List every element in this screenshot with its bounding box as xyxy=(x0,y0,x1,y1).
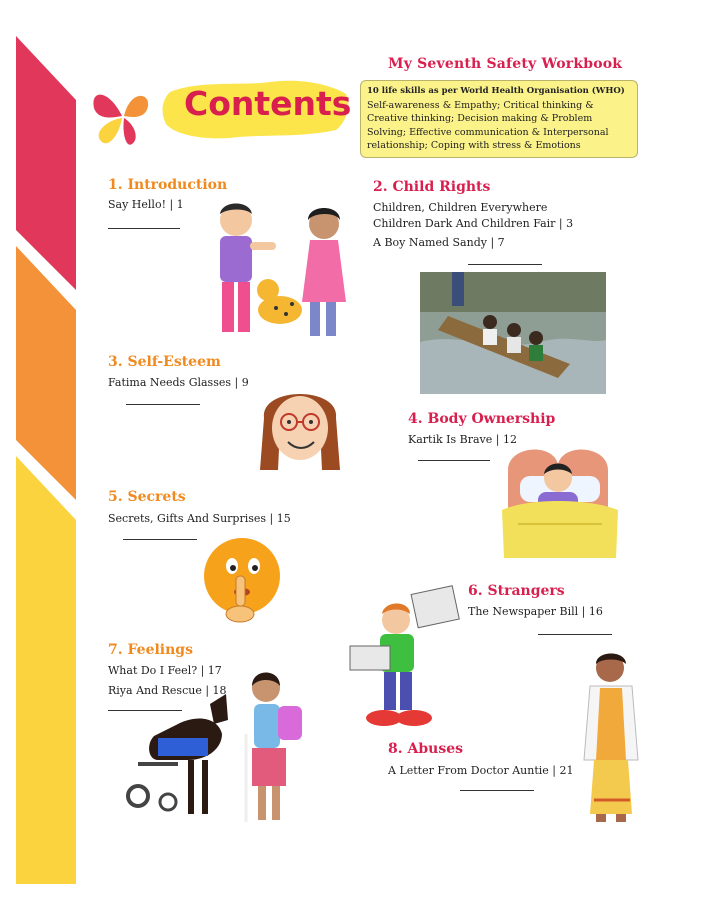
toc-entry[interactable]: The Newspaper Bill | 16 xyxy=(468,605,603,618)
raft-photo xyxy=(420,272,606,394)
doctor-auntie-illustration xyxy=(576,650,646,826)
toc-entry[interactable]: Kartik Is Brave | 12 xyxy=(408,433,517,446)
skills-line: Creative thinking; Decision making & Problem xyxy=(367,113,593,124)
divider xyxy=(460,790,534,791)
life-skills-box xyxy=(360,80,638,158)
children-with-cub-illustration xyxy=(206,198,356,346)
section-3-title: 3. Self-Esteem xyxy=(108,354,221,370)
section-8-title: 8. Abuses xyxy=(388,741,463,757)
toc-entry[interactable]: Fatima Needs Glasses | 9 xyxy=(108,376,249,389)
girl-with-glasses-illustration xyxy=(256,378,344,474)
toc-entry[interactable]: Secrets, Gifts And Surprises | 15 xyxy=(108,512,291,525)
toc-entry[interactable]: Riya And Rescue | 18 xyxy=(108,684,227,697)
section-6-title: 6. Strangers xyxy=(468,583,565,599)
toc-entry[interactable]: A Letter From Doctor Auntie | 21 xyxy=(388,764,574,777)
book-title: My Seventh Safety Workbook xyxy=(388,56,623,72)
shushing-face-icon xyxy=(202,534,284,624)
divider xyxy=(468,264,542,265)
butterfly-logo-icon xyxy=(88,84,158,150)
toc-entry[interactable]: Children Dark And Children Fair | 3 xyxy=(373,217,574,230)
skills-heading: 10 life skills as per World Health Organisation (WHO) xyxy=(367,86,625,96)
page-title: Contents xyxy=(184,84,352,123)
boy-in-bed-illustration xyxy=(498,440,622,562)
section-5-title: 5. Secrets xyxy=(108,489,186,505)
section-1-title: 1. Introduction xyxy=(108,177,228,193)
skills-line: Solving; Effective communication & Interpersonal xyxy=(367,126,609,138)
divider xyxy=(123,539,197,540)
girl-and-dog-illustration xyxy=(118,664,318,830)
newspaper-boy-illustration xyxy=(348,586,462,736)
toc-entry[interactable]: Say Hello! | 1 xyxy=(108,198,184,211)
toc-entry[interactable]: Children, Children Everywhere xyxy=(373,201,548,214)
skills-line: Self-awareness & Empathy; Critical thinking & xyxy=(367,99,594,111)
divider xyxy=(418,460,490,461)
toc-entry[interactable]: What Do I Feel? | 17 xyxy=(108,664,222,677)
divider xyxy=(108,228,180,229)
divider xyxy=(126,404,200,405)
section-7-title: 7. Feelings xyxy=(108,642,193,658)
section-2-title: 2. Child Rights xyxy=(373,179,491,195)
skills-line: relationship; Coping with stress & Emotions xyxy=(367,140,581,151)
divider xyxy=(538,634,612,635)
toc-entry[interactable]: A Boy Named Sandy | 7 xyxy=(373,236,505,249)
side-color-band xyxy=(0,0,80,900)
section-4-title: 4. Body Ownership xyxy=(408,411,556,427)
